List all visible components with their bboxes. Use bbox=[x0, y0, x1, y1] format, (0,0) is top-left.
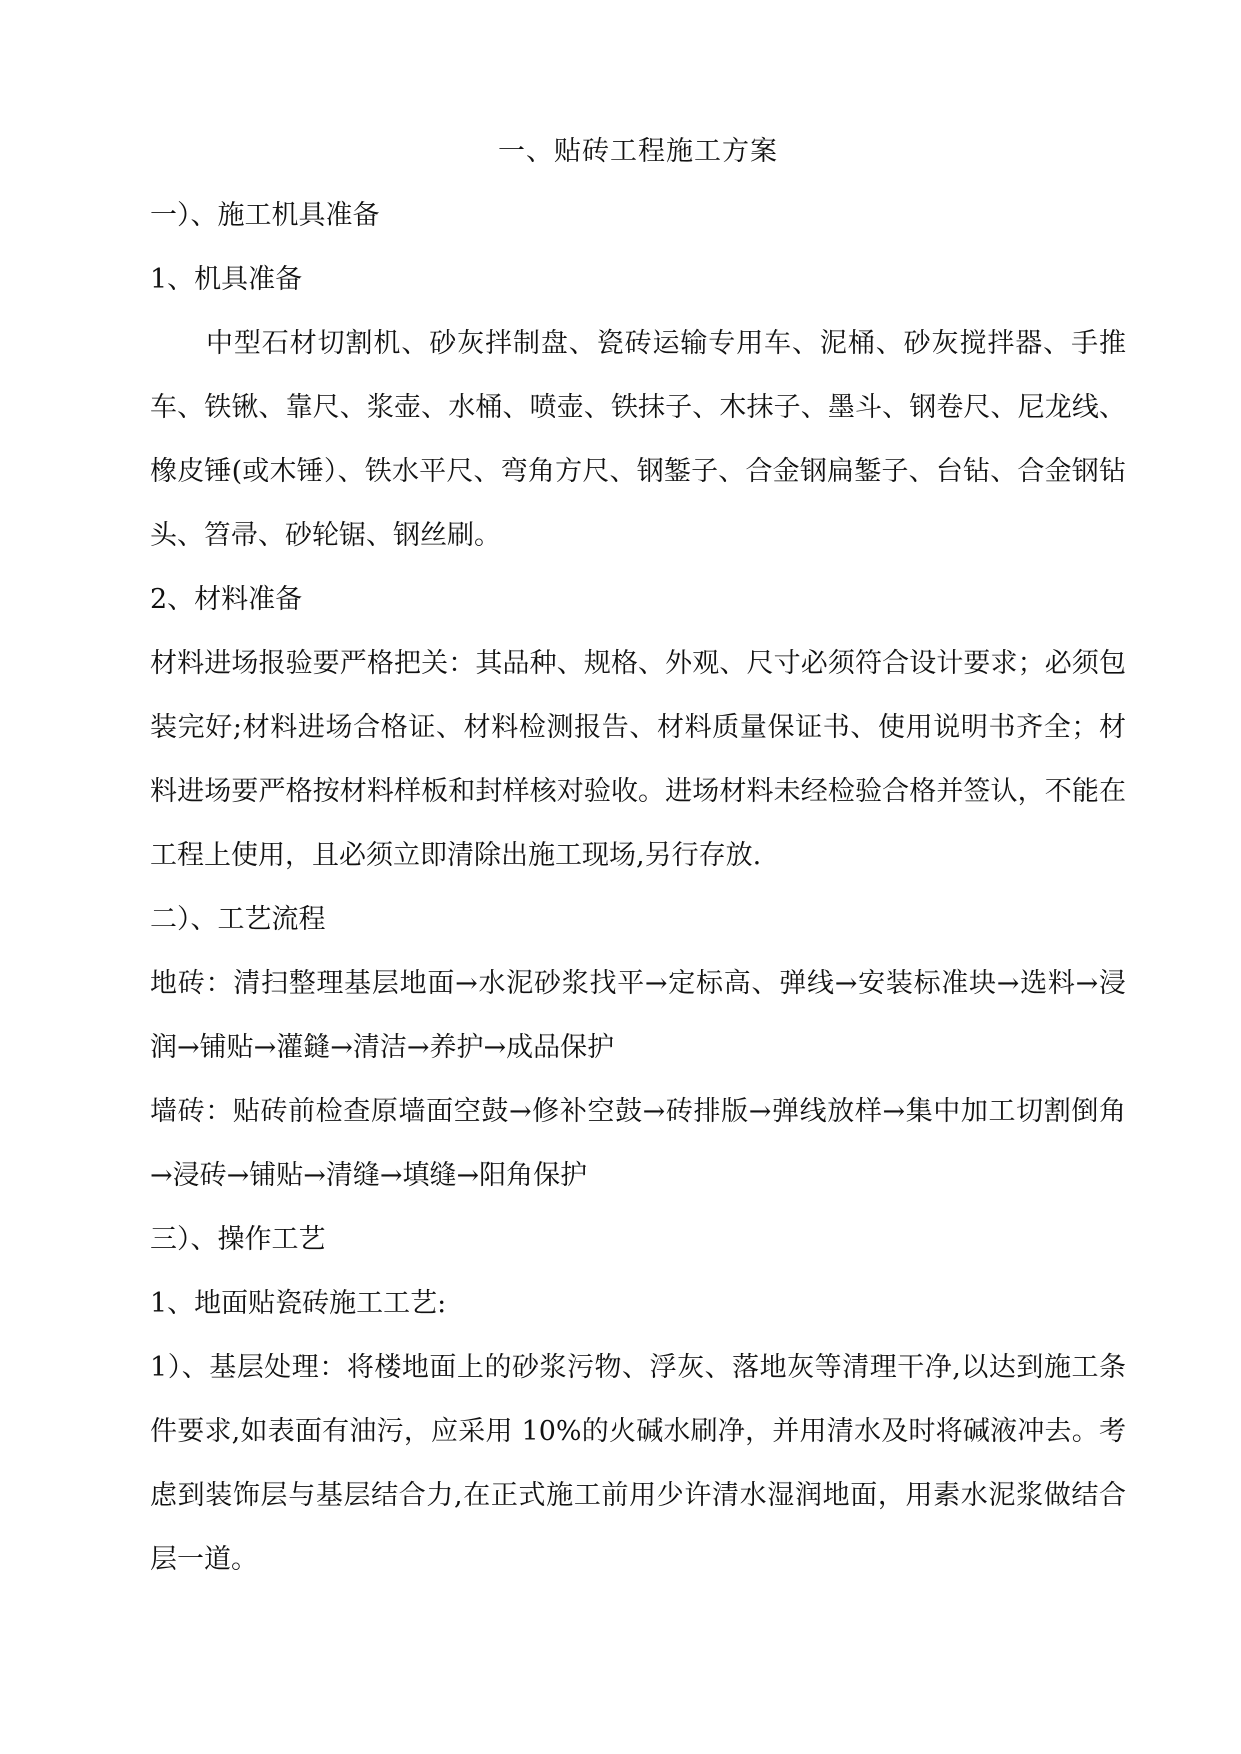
document-title: 一、贴砖工程施工方案 bbox=[498, 136, 778, 167]
paragraph-floor-tile-flow: 地砖：清扫整理基层地面→水泥砂浆找平→定标高、弹线→安装标准块→选料→浸润→铺贴→灌鏠→清洁→养护→成品保护 bbox=[150, 968, 1126, 1063]
section-heading-process-flow: 二）、工艺流程 bbox=[150, 904, 326, 935]
section-heading-tools: 一）、施工机具准备 bbox=[150, 200, 380, 231]
paragraph-wall-tile-flow: 墙砖：贴砖前检查原墙面空鼓→修补空鼓→砖排版→弹线放样→集中加工切割倒角→浸砖→铺贴→清缝→填缝→阳角保护 bbox=[150, 1096, 1126, 1191]
section-heading-operation: 三）、操作工艺 bbox=[150, 1224, 326, 1255]
subheading-floor-tiling: 1、地面贴瓷砖施工工艺: bbox=[150, 1288, 447, 1319]
paragraph-material-inspection: 材料进场报验要严格把关：其品种、规格、外观、尺寸必须符合设计要求；必须包装完好;材料进场合格证、材料检测报告、材料质量保证书、使用说明书齐全；材料进场要严格按材料样板和封样核对验收。进场材料未经检验合格并签认，不能在工程上使用，且必须立即清除出施工现场,另行存放. bbox=[150, 648, 1126, 871]
subheading-tool-prep: 1、机具准备 bbox=[150, 264, 303, 295]
subheading-material-prep: 2、材料准备 bbox=[150, 584, 303, 615]
document-page bbox=[150, 120, 1126, 1592]
paragraph-tool-list: 中型石材切割机、砂灰拌制盘、瓷砖运输专用车、泥桶、砂灰搅拌器、手推车、铁锹、靠尺、浆壶、水桶、喷壶、铁抹子、木抹子、墨斗、钢卷尺、尼龙线、橡皮锤(或木锤）、铁水平尺、弯角方尺、钢錾子、合金钢扁錾子、台钻、合金钢钻头、笤帚、砂轮锯、钢丝刷。 bbox=[150, 328, 1126, 551]
paragraph-base-treatment: 1）、基层处理：将楼地面上的砂浆污物、浮灰、落地灰等清理干净,以达到施工条件要求,如表面有油污，应采用 10%的火碱水刷净，并用清水及时将碱液冲去。考虑到装饰层与基层结合力,在正式施工前用少许清水湿润地面，用素水泥浆做结合层一道。 bbox=[150, 1352, 1126, 1575]
